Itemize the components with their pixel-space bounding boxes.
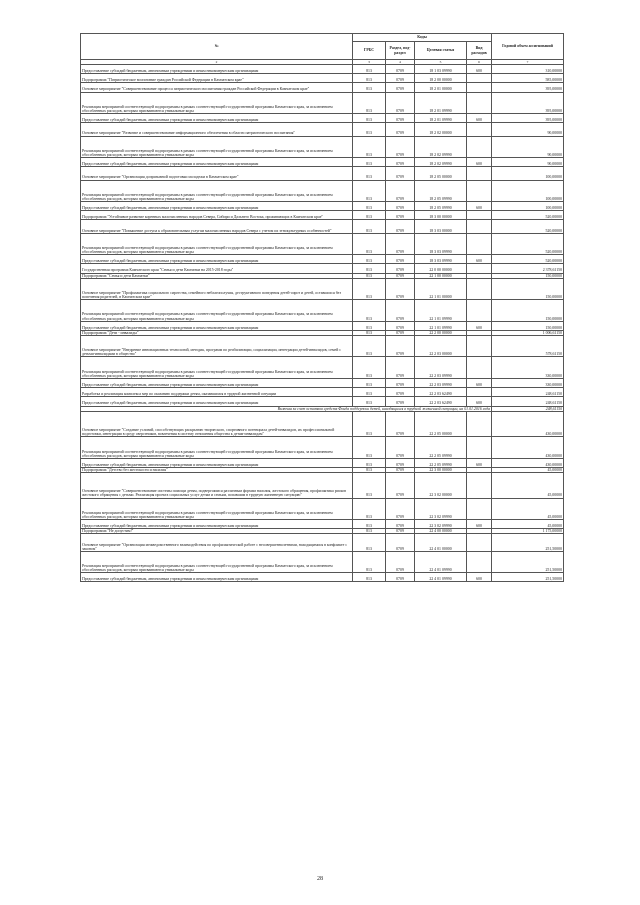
table-row — [81, 180, 564, 202]
row-name: Реализация мероприятий соответствующей подпрограммы в рамках соответствующей государственной программы Камчатского края, за исключением обособленных расходов, которым присваиваются уникальные коды — [81, 180, 353, 202]
row-expense-type: 600 — [467, 397, 492, 406]
row-grbs: 813 — [353, 458, 386, 467]
row-target-article: 22 2 00 00000 — [415, 330, 467, 335]
header-number: № — [81, 34, 353, 60]
row-grbs: 813 — [353, 388, 386, 397]
table-row — [81, 388, 564, 397]
row-amount: 430,00000 — [492, 437, 564, 459]
header-amount: Годовой объем ассигнований — [492, 34, 564, 60]
row-expense-type — [467, 498, 492, 520]
row-expense-type: 600 — [467, 114, 492, 123]
row-expense-type — [467, 411, 492, 437]
row-target-article: 22 1 00 00000 — [415, 273, 467, 278]
row-amount: 330,00000 — [492, 378, 564, 387]
row-amount: 520,00000 — [492, 233, 564, 255]
row-target-article: 22 2 03 62490 — [415, 388, 467, 397]
row-name: Предоставление субсидий бюджетным, автономным учреждениям и иным некоммерческим организациям — [81, 114, 353, 123]
row-grbs: 813 — [353, 529, 386, 534]
table-row — [81, 472, 564, 498]
row-name: Подпрограмма "Дети - инвалиды" — [81, 330, 353, 335]
row-target-article: 22 0 00 00000 — [415, 264, 467, 273]
row-amount: 430,00000 — [492, 411, 564, 437]
row-amount: 1 175,00000 — [492, 529, 564, 534]
row-section: 0709 — [386, 211, 415, 220]
row-amount: 520,00000 — [492, 220, 564, 233]
header-grbs: ГРБС — [353, 42, 386, 60]
header-expense-type: Вид расходов — [467, 42, 492, 60]
row-section: 0709 — [386, 300, 415, 322]
row-target-article: 22 4 00 00000 — [415, 529, 467, 534]
row-target-article: 22 4 01 09990 — [415, 551, 467, 573]
row-amount: 395,00000 — [492, 92, 564, 114]
row-amount: 520,00000 — [492, 255, 564, 264]
row-target-article: 18 2 01 09990 — [415, 114, 467, 123]
column-index: 2 — [81, 60, 353, 65]
row-expense-type — [467, 180, 492, 202]
table-row — [81, 233, 564, 255]
table-row — [81, 278, 564, 300]
row-target-article: 18 2 05 09990 — [415, 180, 467, 202]
row-amount: 45,00000 — [492, 498, 564, 520]
row-grbs: 813 — [353, 264, 386, 273]
row-section: 0709 — [386, 551, 415, 573]
row-section: 0709 — [386, 92, 415, 114]
row-name: Предоставление субсидий бюджетным, автономным учреждениям и иным некоммерческим организациям — [81, 520, 353, 529]
row-grbs: 813 — [353, 378, 386, 387]
row-target-article: 18 1 03 09990 — [415, 65, 467, 74]
row-amount: 90,00000 — [492, 123, 564, 136]
row-name: Предоставление субсидий бюджетным, автономным учреждениям и иным некоммерческим организациям — [81, 158, 353, 167]
row-target-article: 22 1 01 09990 — [415, 300, 467, 322]
row-amount: 248,61150 — [492, 397, 564, 406]
row-expense-type: 600 — [467, 158, 492, 167]
row-grbs: 813 — [353, 123, 386, 136]
header-codes: Коды — [353, 34, 492, 42]
row-target-article: 22 2 05 09990 — [415, 458, 467, 467]
row-name: Подпрограмма "Семья и дети Камчатки" — [81, 273, 353, 278]
row-name: Предоставление субсидий бюджетным, автономным учреждениям и иным некоммерческим организациям — [81, 202, 353, 211]
row-expense-type — [467, 388, 492, 397]
row-expense-type — [467, 264, 492, 273]
row-section: 0709 — [386, 83, 415, 92]
row-grbs: 813 — [353, 330, 386, 335]
row-name: Основное мероприятие "Развитие и совершенствование информационного обеспечения в области патриотического воспитания" — [81, 123, 353, 136]
row-target-article: 22 2 03 62490 — [415, 397, 467, 406]
row-name: Предоставление субсидий бюджетным, автономным учреждениям и иным некоммерческим организациям — [81, 65, 353, 74]
row-expense-type — [467, 167, 492, 180]
row-expense-type: 600 — [467, 321, 492, 330]
row-expense-type — [467, 233, 492, 255]
table-row — [81, 255, 564, 264]
row-amount: 1 006,61150 — [492, 330, 564, 335]
row-target-article: 18 3 03 00000 — [415, 220, 467, 233]
table-row — [81, 74, 564, 83]
row-target-article: 18 3 03 09990 — [415, 255, 467, 264]
row-section: 0709 — [386, 397, 415, 406]
column-index: 7 — [492, 60, 564, 65]
row-grbs: 813 — [353, 411, 386, 437]
row-section: 0709 — [386, 330, 415, 335]
table-row — [81, 211, 564, 220]
row-grbs: 813 — [353, 167, 386, 180]
table-body — [81, 65, 564, 582]
table-row — [81, 534, 564, 551]
header-target-article: Целевая статья — [415, 42, 467, 60]
row-section: 0709 — [386, 357, 415, 379]
row-amount: 100,00000 — [492, 202, 564, 211]
row-target-article: 22 3 00 00000 — [415, 467, 467, 472]
row-target-article: 22 2 03 09990 — [415, 357, 467, 379]
row-name: Реализация мероприятий соответствующей подпрограммы в рамках соответствующей государственной программы Камчатского края, за исключением обособленных расходов, которым присваиваются уникальные коды — [81, 498, 353, 520]
row-grbs: 813 — [353, 233, 386, 255]
table-row — [81, 114, 564, 123]
row-expense-type — [467, 123, 492, 136]
row-amount: 150,00000 — [492, 278, 564, 300]
row-section: 0709 — [386, 273, 415, 278]
row-grbs: 813 — [353, 273, 386, 278]
row-section: 0709 — [386, 74, 415, 83]
row-name: Основное мероприятие "Организация межведомственного взаимодействия по профилактической работе с несовершеннолетними, находящимися в конфликте с законом" — [81, 534, 353, 551]
row-grbs: 813 — [353, 300, 386, 322]
row-amount: 100,00000 — [492, 180, 564, 202]
row-section: 0709 — [386, 498, 415, 520]
column-index: 6 — [467, 60, 492, 65]
row-target-article: 22 2 05 09990 — [415, 437, 467, 459]
row-grbs: 813 — [353, 211, 386, 220]
table-row — [81, 551, 564, 573]
table-row — [81, 220, 564, 233]
row-expense-type — [467, 357, 492, 379]
row-section: 0709 — [386, 335, 415, 357]
row-grbs: 813 — [353, 321, 386, 330]
row-name: Предоставление субсидий бюджетным, автономным учреждениям и иным некоммерческим организациям — [81, 397, 353, 406]
row-target-article: 22 2 05 00000 — [415, 411, 467, 437]
row-amount: 150,00000 — [492, 300, 564, 322]
column-index: 3 — [353, 60, 386, 65]
row-section: 0709 — [386, 467, 415, 472]
table-row — [81, 335, 564, 357]
note-amount: 248,61150 — [492, 406, 564, 411]
row-amount: 585,00000 — [492, 74, 564, 83]
note-text: Включая за счет остатков средств Фонда поддержки детей, находящихся в трудной жизненной ситуации, на 01.01.2016 года — [81, 406, 492, 411]
row-grbs: 813 — [353, 92, 386, 114]
row-expense-type — [467, 83, 492, 92]
row-grbs: 813 — [353, 158, 386, 167]
row-name: Реализация мероприятий соответствующей подпрограммы в рамках соответствующей государственной программы Камчатского края, за исключением обособленных расходов, которым присваиваются уникальные коды — [81, 437, 353, 459]
row-amount: 310,00000 — [492, 65, 564, 74]
row-target-article: 22 4 01 00000 — [415, 534, 467, 551]
row-amount: 248,61150 — [492, 388, 564, 397]
row-name: Основное мероприятие "Профилактика социального сиротства, семейного неблагополучия, деструктивного поведения детей-сирот и детей, оставшихся без попечения родителей, в Камчатском крае" — [81, 278, 353, 300]
row-grbs: 813 — [353, 472, 386, 498]
table-row — [81, 573, 564, 582]
row-expense-type: 600 — [467, 202, 492, 211]
row-target-article: 18 2 05 00000 — [415, 167, 467, 180]
row-target-article: 22 2 03 09990 — [415, 378, 467, 387]
row-amount: 150,00000 — [492, 273, 564, 278]
row-amount: 45,00000 — [492, 472, 564, 498]
row-section: 0709 — [386, 520, 415, 529]
row-name: Предоставление субсидий бюджетным, автономным учреждениям и иным некоммерческим организациям — [81, 321, 353, 330]
table-row — [81, 458, 564, 467]
row-grbs: 813 — [353, 83, 386, 92]
row-grbs: 813 — [353, 534, 386, 551]
row-name: Реализация мероприятий соответствующей подпрограммы в рамках соответствующей государственной программы Камчатского края, за исключением обособленных расходов, которым присваиваются уникальные коды — [81, 357, 353, 379]
row-target-article: 18 2 05 09990 — [415, 202, 467, 211]
row-expense-type — [467, 278, 492, 300]
row-expense-type: 600 — [467, 378, 492, 387]
row-section: 0709 — [386, 534, 415, 551]
table-row — [81, 65, 564, 74]
row-target-article: 18 2 02 09990 — [415, 136, 467, 158]
row-target-article: 18 3 00 00000 — [415, 211, 467, 220]
row-name: Подпрограмма "Устойчивое развитие коренных малочисленных народов Севера, Сибири и Дальнего Востока, проживающих в Камчатском крае" — [81, 211, 353, 220]
row-name: Предоставление субсидий бюджетным, автономным учреждениям и иным некоммерческим организациям — [81, 573, 353, 582]
row-section: 0709 — [386, 278, 415, 300]
row-grbs: 813 — [353, 65, 386, 74]
row-name: Основное мероприятие "Повышение доступа к образовательным услугам малочисленных народов Севера с учетом их этнокультурных особенностей" — [81, 220, 353, 233]
row-expense-type: 600 — [467, 458, 492, 467]
row-section: 0709 — [386, 458, 415, 467]
row-name: Основное мероприятие "Создание условий, способствующих раскрытию творческого, спортивного потенциала детей-инвалидов, их профессиональной подготовки, интеграции в среду сверстников, вовлечения в систему отношения общества к детям-инвалидам" — [81, 411, 353, 437]
row-grbs: 813 — [353, 180, 386, 202]
row-section: 0709 — [386, 136, 415, 158]
column-index: 5 — [415, 60, 467, 65]
table-row — [81, 300, 564, 322]
row-name: Подпрограмма "Детство без жестокости и насилия" — [81, 467, 353, 472]
row-amount: 251,50000 — [492, 551, 564, 573]
row-target-article: 22 4 01 09990 — [415, 573, 467, 582]
table-row — [81, 437, 564, 459]
header-razdel: Раздел, под-раздел — [386, 42, 415, 60]
row-target-article: 22 3 02 09990 — [415, 498, 467, 520]
row-section: 0709 — [386, 255, 415, 264]
row-grbs: 813 — [353, 520, 386, 529]
row-target-article: 18 3 03 09990 — [415, 233, 467, 255]
table-row — [81, 92, 564, 114]
row-name: Реализация мероприятий соответствующей подпрограммы в рамках соответствующей государственной программы Камчатского края, за исключением обособленных расходов, которым присваиваются уникальные коды — [81, 136, 353, 158]
row-amount: 45,00000 — [492, 520, 564, 529]
table-row — [81, 83, 564, 92]
table-row — [81, 357, 564, 379]
row-name: Реализация мероприятий соответствующей подпрограммы в рамках соответствующей государственной программы Камчатского края, за исключением обособленных расходов, которым присваиваются уникальные коды — [81, 92, 353, 114]
row-target-article: 18 2 01 00000 — [415, 83, 467, 92]
row-section: 0709 — [386, 411, 415, 437]
row-name: Государственная программа Камчатского края "Семья и дети Камчатки на 2015-2018 годы" — [81, 264, 353, 273]
row-amount: 395,00000 — [492, 114, 564, 123]
row-grbs: 813 — [353, 114, 386, 123]
row-expense-type — [467, 220, 492, 233]
row-target-article: 22 1 01 09990 — [415, 321, 467, 330]
row-section: 0709 — [386, 202, 415, 211]
row-section: 0709 — [386, 472, 415, 498]
row-grbs: 813 — [353, 573, 386, 582]
row-name: Основное мероприятие "Внедрение инновационных технологий, методик, программ по реабилитации, социализации, интеграции детей-инвалидов, семей с детьми-инвалидами в общество" — [81, 335, 353, 357]
row-target-article: 18 2 02 00000 — [415, 123, 467, 136]
table-row — [81, 520, 564, 529]
row-section: 0709 — [386, 220, 415, 233]
row-section: 0709 — [386, 65, 415, 74]
row-expense-type — [467, 136, 492, 158]
row-grbs: 813 — [353, 255, 386, 264]
row-amount: 150,00000 — [492, 321, 564, 330]
row-expense-type — [467, 534, 492, 551]
row-amount: 430,00000 — [492, 458, 564, 467]
row-grbs: 813 — [353, 551, 386, 573]
table-row — [81, 411, 564, 437]
table-row — [81, 202, 564, 211]
budget-table — [80, 33, 564, 582]
row-name: Реализация мероприятий соответствующей подпрограммы в рамках соответствующей государственной программы Камчатского края, за исключением обособленных расходов, которым присваиваются уникальные коды — [81, 233, 353, 255]
row-section: 0709 — [386, 123, 415, 136]
row-grbs: 813 — [353, 437, 386, 459]
row-name: Подпрограмма "Не допустим!" — [81, 529, 353, 534]
row-name: Основное мероприятие "Совершенствование процесса патриотического воспитания граждан Российской Федерации в Камчатском крае" — [81, 83, 353, 92]
table-row — [81, 498, 564, 520]
row-grbs: 813 — [353, 467, 386, 472]
page-number: 28 — [317, 876, 323, 882]
row-name: Подпрограмма "Патриотическое воспитание граждан Российской Федерации в Камчатском крае" — [81, 74, 353, 83]
row-expense-type — [467, 551, 492, 573]
column-index: 4 — [386, 60, 415, 65]
table-row — [81, 167, 564, 180]
row-name: Основное мероприятие "Совершенствование системы помощи детям, подвергшимся различным формам насилия, жестокого обращения, профилактика рисков жестокого обращения с детьми. Реализация проекта социальных услуг детям и семьям, попавшим в трудную жизненную ситуацию" — [81, 472, 353, 498]
row-grbs: 813 — [353, 357, 386, 379]
row-section: 0709 — [386, 264, 415, 273]
row-grbs: 813 — [353, 136, 386, 158]
row-target-article: 22 2 03 00000 — [415, 335, 467, 357]
row-section: 0709 — [386, 321, 415, 330]
row-expense-type: 600 — [467, 255, 492, 264]
row-name: Предоставление субсидий бюджетным, автономным учреждениям и иным некоммерческим организациям — [81, 378, 353, 387]
table-row — [81, 158, 564, 167]
row-section: 0709 — [386, 388, 415, 397]
row-amount: 2 378,61150 — [492, 264, 564, 273]
row-amount: 578,61150 — [492, 335, 564, 357]
row-name: Предоставление субсидий бюджетным, автономным учреждениям и иным некоммерческим организациям — [81, 255, 353, 264]
row-section: 0709 — [386, 158, 415, 167]
row-section: 0709 — [386, 233, 415, 255]
row-target-article: 22 3 02 00000 — [415, 472, 467, 498]
row-expense-type: 600 — [467, 65, 492, 74]
row-amount: 395,00000 — [492, 83, 564, 92]
row-section: 0709 — [386, 437, 415, 459]
table-row — [81, 378, 564, 387]
table-row — [81, 123, 564, 136]
row-expense-type — [467, 300, 492, 322]
row-grbs: 813 — [353, 397, 386, 406]
row-amount: 251,50000 — [492, 534, 564, 551]
table-header — [81, 34, 564, 65]
row-amount: 90,00000 — [492, 158, 564, 167]
row-name: Разработка и реализация комплекса мер по оказанию поддержки детям, оказавшимся в трудной жизненной ситуации — [81, 388, 353, 397]
row-expense-type — [467, 211, 492, 220]
row-grbs: 813 — [353, 335, 386, 357]
row-target-article: 22 3 02 09990 — [415, 520, 467, 529]
row-expense-type — [467, 472, 492, 498]
row-expense-type: 600 — [467, 573, 492, 582]
table-row — [81, 264, 564, 273]
row-name: Реализация мероприятий соответствующей подпрограммы в рамках соответствующей государственной программы Камчатского края, за исключением обособленных расходов, которым присваиваются уникальные коды — [81, 551, 353, 573]
row-section: 0709 — [386, 180, 415, 202]
row-expense-type — [467, 92, 492, 114]
row-target-article: 18 2 00 00000 — [415, 74, 467, 83]
table-row — [81, 321, 564, 330]
table-row — [81, 397, 564, 406]
row-section: 0709 — [386, 114, 415, 123]
row-expense-type — [467, 335, 492, 357]
row-name: Предоставление субсидий бюджетным, автономным учреждениям и иным некоммерческим организациям — [81, 458, 353, 467]
row-target-article: 18 2 01 09990 — [415, 92, 467, 114]
row-expense-type — [467, 74, 492, 83]
row-grbs: 813 — [353, 220, 386, 233]
row-amount: 45,00000 — [492, 467, 564, 472]
row-name: Основное мероприятие "Организация допризывной подготовки молодежи в Камчатском крае" — [81, 167, 353, 180]
row-section: 0709 — [386, 378, 415, 387]
row-grbs: 813 — [353, 74, 386, 83]
table-row — [81, 136, 564, 158]
row-section: 0709 — [386, 529, 415, 534]
row-grbs: 813 — [353, 498, 386, 520]
row-amount: 100,00000 — [492, 167, 564, 180]
row-grbs: 813 — [353, 202, 386, 211]
row-target-article: 18 2 02 09990 — [415, 158, 467, 167]
row-expense-type: 600 — [467, 520, 492, 529]
row-grbs: 813 — [353, 278, 386, 300]
row-name: Реализация мероприятий соответствующей подпрограммы в рамках соответствующей государственной программы Камчатского края, за исключением обособленных расходов, которым присваиваются уникальные коды — [81, 300, 353, 322]
row-amount: 520,00000 — [492, 211, 564, 220]
row-target-article: 22 1 01 00000 — [415, 278, 467, 300]
row-amount: 251,50000 — [492, 573, 564, 582]
row-section: 0709 — [386, 167, 415, 180]
row-section: 0709 — [386, 573, 415, 582]
row-expense-type — [467, 437, 492, 459]
row-amount: 330,00000 — [492, 357, 564, 379]
row-amount: 90,00000 — [492, 136, 564, 158]
